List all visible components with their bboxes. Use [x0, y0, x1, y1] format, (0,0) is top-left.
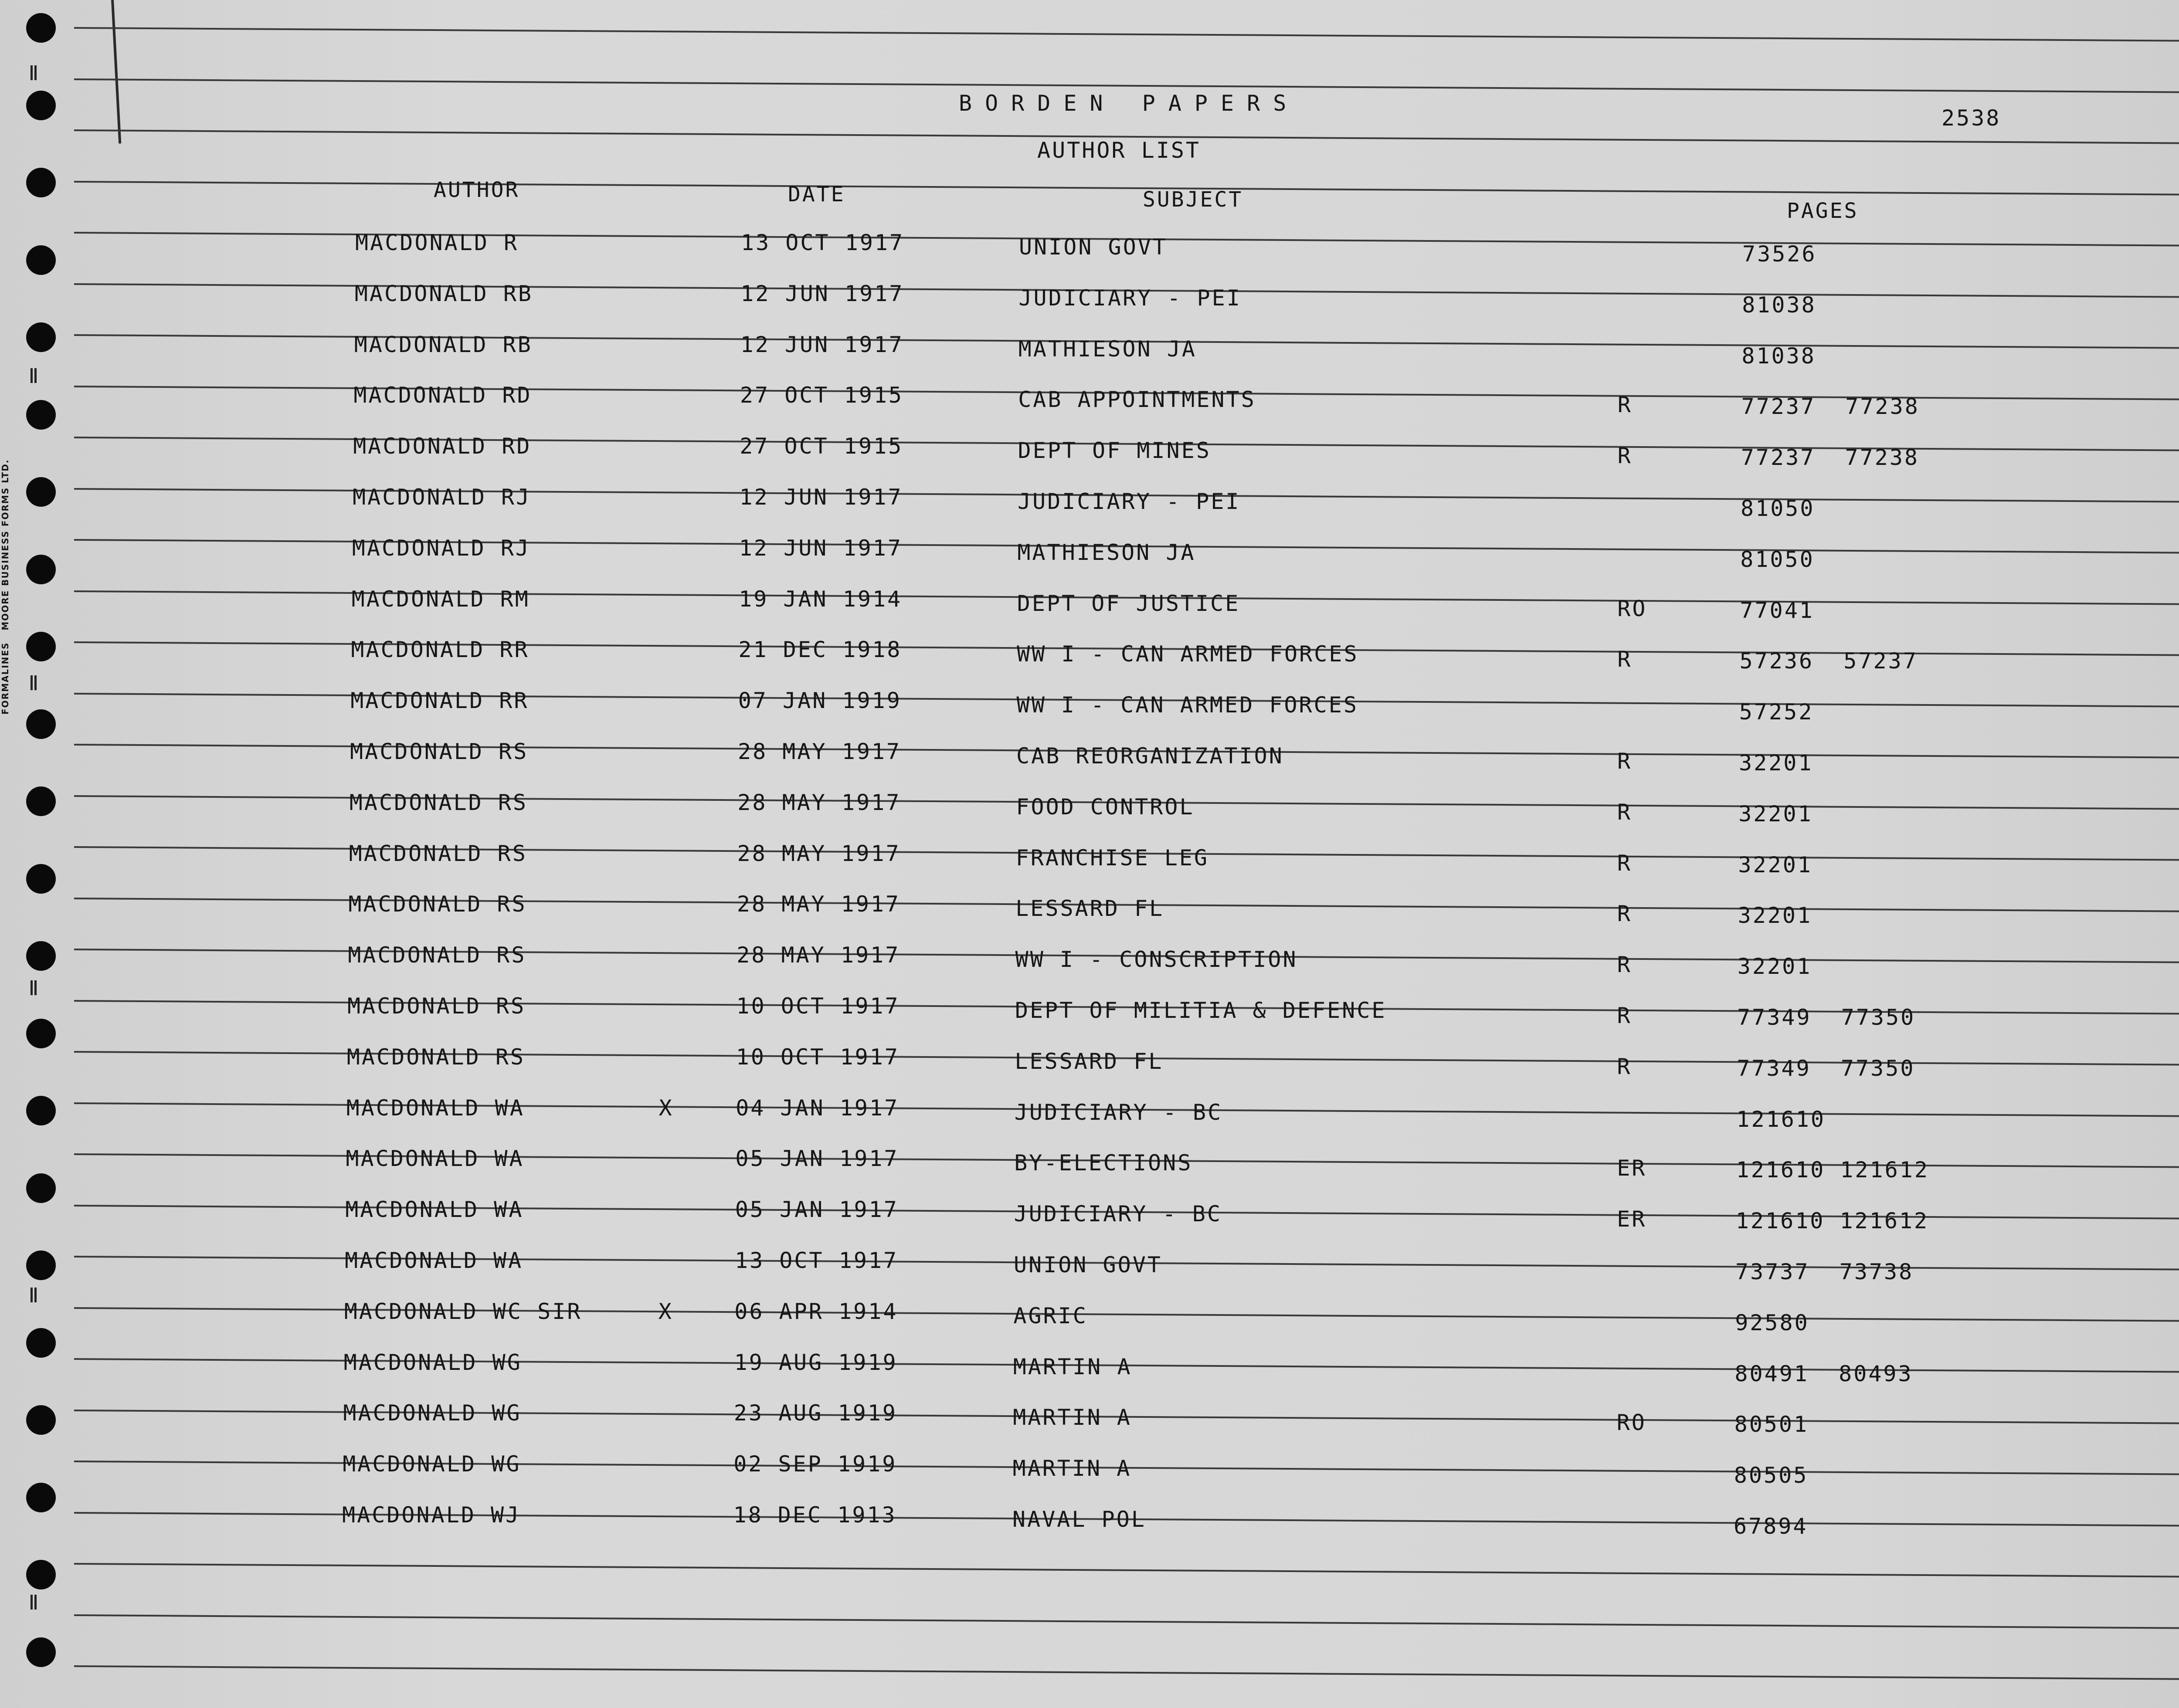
- date-cell: 02 SEP 1919: [733, 1451, 897, 1477]
- author-cell: MACDONALD RS: [346, 1044, 526, 1070]
- author-cell: MACDONALD WJ: [342, 1502, 521, 1528]
- subject-cell: DEPT OF MILITIA & DEFENCE: [1015, 998, 1387, 1023]
- feed-hole: [26, 1560, 56, 1589]
- ruled-line: [74, 1614, 2179, 1629]
- feed-hole: [26, 632, 56, 661]
- date-cell: 28 MAY 1917: [737, 891, 901, 917]
- pages-cell: 32201: [1737, 954, 1812, 979]
- date-cell: 10 OCT 1917: [736, 993, 900, 1019]
- perforation-mark: [31, 675, 37, 690]
- pages-cell: 32201: [1738, 852, 1812, 878]
- subject-cell: WW I - CAN ARMED FORCES: [1016, 692, 1358, 718]
- author-cell: MACDONALD RR: [351, 637, 529, 663]
- date-cell: 18 DEC 1913: [733, 1502, 897, 1528]
- author-cell: MACDONALD WA: [345, 1248, 523, 1273]
- feed-hole: [26, 864, 56, 894]
- date-cell: 28 MAY 1917: [737, 840, 901, 866]
- author-cell: MACDONALD RS: [349, 840, 527, 866]
- subject-cell: MARTIN A: [1013, 1354, 1132, 1379]
- date-cell: 05 JAN 1917: [735, 1197, 899, 1223]
- date-cell: 10 OCT 1917: [736, 1044, 899, 1070]
- pages-cell: 77237 77238: [1741, 394, 1920, 420]
- mark-cell: X: [658, 1298, 673, 1324]
- pages-cell: 80501: [1734, 1412, 1809, 1437]
- pages-cell: 77041: [1740, 597, 1814, 623]
- code-cell: RO: [1616, 1410, 1646, 1436]
- ruled-line: [74, 181, 2179, 196]
- feed-hole: [26, 1250, 56, 1280]
- document-subtitle: AUTHOR LIST: [1037, 138, 1201, 163]
- feed-hole: [26, 1483, 56, 1512]
- subject-cell: WW I - CONSCRIPTION: [1015, 947, 1298, 973]
- pages-cell: 80505: [1734, 1463, 1809, 1488]
- code-cell: R: [1617, 952, 1632, 978]
- subject-cell: MATHIESON JA: [1018, 336, 1197, 362]
- author-cell: MACDONALD RS: [350, 739, 529, 764]
- pages-cell: 121610: [1736, 1106, 1826, 1132]
- author-cell: MACDONALD RD: [353, 434, 532, 459]
- date-cell: 12 JUN 1917: [740, 332, 904, 357]
- author-cell: MACDONALD WG: [343, 1451, 521, 1477]
- author-cell: MACDONALD RB: [354, 281, 533, 306]
- author-cell: MACDONALD WA: [346, 1095, 525, 1121]
- column-header-date: DATE: [788, 182, 845, 207]
- ruled-line: [74, 1665, 2179, 1680]
- subject-cell: FRANCHISE LEG: [1015, 845, 1209, 871]
- date-cell: 28 MAY 1917: [738, 739, 902, 764]
- perforation-mark: [31, 980, 37, 995]
- feed-hole: [26, 1637, 56, 1667]
- feed-hole: [26, 477, 56, 507]
- feed-hole: [26, 941, 56, 971]
- feed-hole: [26, 1096, 56, 1125]
- author-cell: MACDONALD RR: [350, 688, 529, 714]
- subject-cell: JUDICIARY - PEI: [1018, 489, 1241, 514]
- subject-cell: NAVAL POL: [1012, 1507, 1146, 1532]
- column-header-pages: PAGES: [1787, 199, 1859, 223]
- date-cell: 28 MAY 1917: [737, 942, 900, 968]
- date-cell: 06 APR 1914: [734, 1298, 898, 1324]
- pages-cell: 73737 73738: [1735, 1259, 1914, 1284]
- mark-cell: X: [658, 1095, 674, 1121]
- pages-cell: 77237 77238: [1741, 445, 1920, 471]
- feed-hole: [26, 91, 56, 120]
- form-imprint: FORMALINES MOORE BUSINESS FORMS LTD.: [0, 459, 10, 715]
- code-cell: R: [1617, 749, 1633, 774]
- code-cell: R: [1617, 1003, 1632, 1028]
- author-cell: MACDONALD RJ: [352, 535, 531, 561]
- page-number: 2538: [1941, 105, 2001, 131]
- subject-cell: MATHIESON JA: [1017, 539, 1196, 565]
- subject-cell: DEPT OF MINES: [1018, 438, 1211, 464]
- date-cell: 27 OCT 1915: [740, 383, 904, 408]
- date-cell: 13 OCT 1917: [741, 230, 905, 255]
- subject-cell: AGRIC: [1013, 1303, 1088, 1328]
- pages-cell: 121610 121612: [1735, 1208, 1929, 1234]
- code-cell: R: [1617, 443, 1633, 469]
- pages-cell: 77349 77350: [1737, 1005, 1916, 1030]
- perforation-mark: [31, 368, 37, 383]
- author-cell: MACDONALD R: [355, 230, 519, 255]
- pages-cell: 67894: [1734, 1514, 1808, 1539]
- code-cell: R: [1617, 392, 1633, 418]
- subject-cell: LESSARD FL: [1015, 1048, 1164, 1074]
- date-cell: 04 JAN 1917: [736, 1095, 899, 1121]
- feed-hole: [26, 1328, 56, 1358]
- author-cell: MACDONALD WA: [346, 1146, 524, 1172]
- ruled-line: [74, 27, 2179, 42]
- paper-fold-mark: [111, 0, 121, 144]
- perforation-mark: [31, 65, 37, 80]
- date-cell: 12 JUN 1917: [740, 281, 904, 306]
- date-cell: 21 DEC 1918: [738, 637, 902, 663]
- date-cell: 28 MAY 1917: [737, 790, 901, 815]
- date-cell: 07 JAN 1919: [738, 688, 902, 714]
- author-cell: MACDONALD RS: [349, 790, 528, 815]
- column-header-subject: SUBJECT: [1143, 187, 1243, 212]
- ruled-line: [74, 1563, 2179, 1578]
- pages-cell: 81038: [1741, 343, 1816, 369]
- feed-hole: [26, 13, 56, 43]
- subject-cell: UNION GOVT: [1014, 1252, 1163, 1278]
- author-cell: MACDONALD RS: [348, 891, 527, 917]
- perforation-mark: [31, 1595, 37, 1610]
- feed-hole: [26, 1173, 56, 1203]
- pages-cell: 81050: [1740, 546, 1815, 572]
- subject-cell: UNION GOVT: [1019, 234, 1168, 260]
- author-cell: MACDONALD RS: [347, 993, 526, 1019]
- subject-cell: WW I - CAN ARMED FORCES: [1017, 641, 1359, 667]
- pages-cell: 80491 80493: [1734, 1361, 1913, 1386]
- pages-cell: 32201: [1738, 801, 1813, 827]
- subject-cell: JUDICIARY - PEI: [1018, 285, 1242, 311]
- pages-cell: 32201: [1738, 903, 1812, 929]
- subject-cell: JUDICIARY - BC: [1014, 1099, 1223, 1125]
- subject-cell: FOOD CONTROL: [1016, 794, 1195, 820]
- subject-cell: LESSARD FL: [1015, 896, 1164, 922]
- feed-hole: [26, 555, 56, 584]
- pages-cell: 92580: [1735, 1310, 1809, 1335]
- date-cell: 19 AUG 1919: [734, 1349, 898, 1375]
- code-cell: R: [1617, 901, 1632, 927]
- feed-hole: [26, 786, 56, 816]
- author-cell: MACDONALD RM: [351, 586, 530, 612]
- pages-cell: 32201: [1739, 750, 1813, 776]
- date-cell: 27 OCT 1915: [740, 434, 903, 459]
- date-cell: 19 JAN 1914: [739, 586, 903, 612]
- subject-cell: DEPT OF JUSTICE: [1017, 590, 1240, 616]
- date-cell: 12 JUN 1917: [739, 535, 903, 561]
- author-cell: MACDONALD WG: [343, 1400, 522, 1426]
- pages-cell: 121610 121612: [1736, 1157, 1929, 1183]
- date-cell: 23 AUG 1919: [733, 1400, 898, 1426]
- code-cell: RO: [1617, 596, 1647, 621]
- pages-cell: 81038: [1742, 292, 1816, 318]
- subject-cell: JUDICIARY - BC: [1014, 1201, 1222, 1227]
- pages-cell: 77349 77350: [1737, 1055, 1915, 1081]
- subject-cell: CAB REORGANIZATION: [1016, 743, 1284, 769]
- feed-hole: [26, 1019, 56, 1048]
- code-cell: R: [1617, 850, 1632, 876]
- feed-hole: [26, 709, 56, 739]
- code-cell: R: [1617, 799, 1632, 825]
- feed-hole: [26, 400, 56, 430]
- subject-cell: MARTIN A: [1012, 1456, 1132, 1481]
- code-cell: ER: [1617, 1206, 1647, 1232]
- author-cell: MACDONALD WC SIR: [344, 1298, 582, 1324]
- feed-hole: [26, 168, 56, 197]
- code-cell: R: [1617, 1054, 1632, 1079]
- author-cell: MACDONALD RJ: [353, 485, 531, 510]
- pages-cell: 57236 57237: [1739, 648, 1918, 674]
- pages-cell: 81050: [1741, 496, 1815, 521]
- date-cell: 05 JAN 1917: [735, 1146, 899, 1172]
- code-cell: R: [1617, 647, 1633, 672]
- subject-cell: CAB APPOINTMENTS: [1018, 387, 1256, 413]
- feed-hole: [26, 322, 56, 352]
- author-cell: MACDONALD WA: [345, 1197, 524, 1223]
- author-cell: MACDONALD RS: [348, 942, 526, 968]
- document-title: BORDEN PAPERS: [959, 91, 1300, 116]
- date-cell: 13 OCT 1917: [735, 1248, 899, 1273]
- perforation-mark: [31, 1288, 37, 1302]
- feed-hole: [26, 1405, 56, 1435]
- author-cell: MACDONALD RB: [354, 332, 533, 357]
- author-cell: MACDONALD WG: [343, 1349, 522, 1375]
- code-cell: ER: [1617, 1156, 1647, 1181]
- subject-cell: BY-ELECTIONS: [1014, 1150, 1193, 1176]
- subject-cell: MARTIN A: [1013, 1405, 1132, 1430]
- column-header-author: AUTHOR: [434, 178, 520, 202]
- author-cell: MACDONALD RD: [353, 383, 532, 408]
- pages-cell: 73526: [1742, 241, 1817, 267]
- pages-cell: 57252: [1739, 699, 1814, 725]
- date-cell: 12 JUN 1917: [739, 485, 903, 510]
- feed-hole: [26, 245, 56, 275]
